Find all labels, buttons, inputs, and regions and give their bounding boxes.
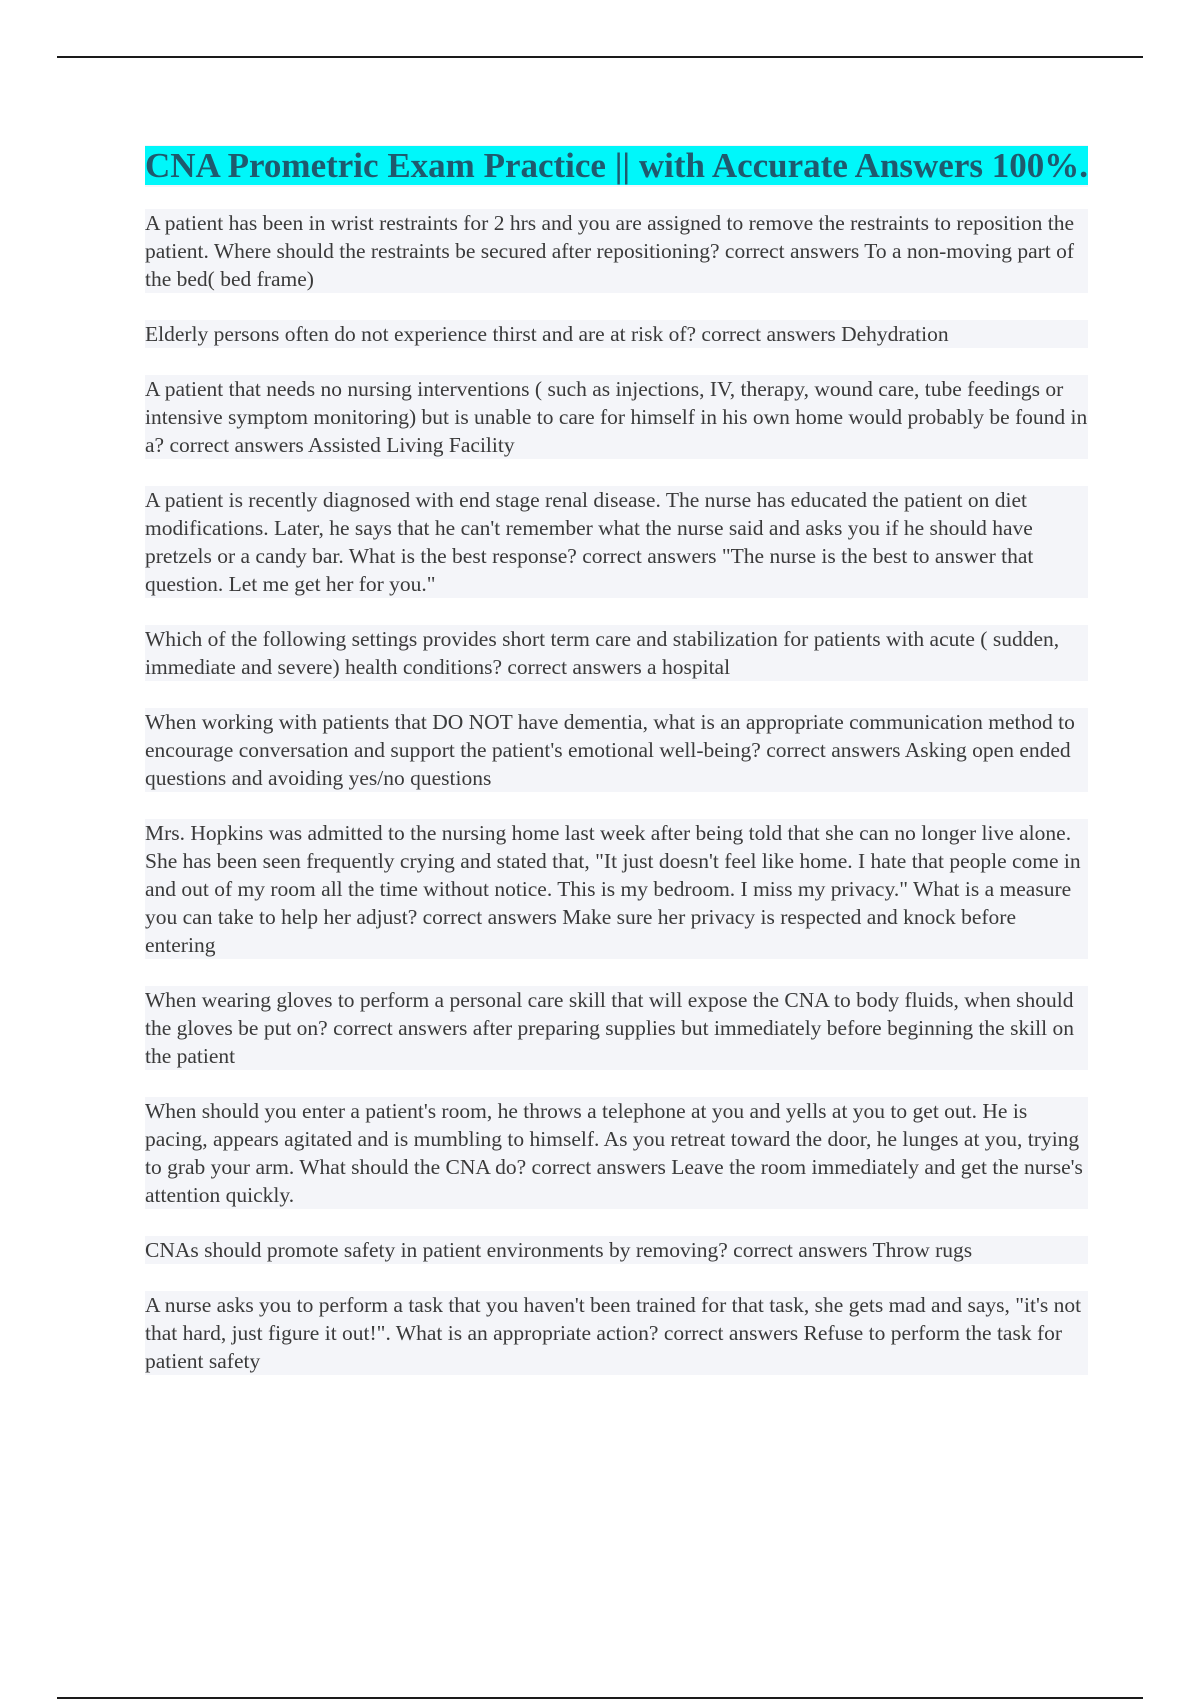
qa-item-8: When wearing gloves to perform a personal care skill that will expose the CNA to body fluids, when should the gloves be put on? correct answers after preparing supplies but immediately before beginning the skill on the patient xyxy=(145,986,1088,1070)
bottom-rule xyxy=(57,1697,1143,1699)
qa-item-9: When should you enter a patient's room, he throws a telephone at you and yells at you to get out. He is pacing, appears agitated and is mumbling to himself. As you retreat toward the door, he lunges at you, trying to grab your arm. What should the CNA do? correct answers Leave the room immediately and get the nurse's attention quickly. xyxy=(145,1097,1088,1209)
qa-item-4: A patient is recently diagnosed with end stage renal disease. The nurse has educated the patient on diet modifications. Later, he says that he can't remember what the nurse said and asks you if he should have pretzels or a candy bar. What is the best response? correct answers "The nurse is the best to answer that question. Let me get her for you." xyxy=(145,486,1088,598)
qa-item-2: Elderly persons often do not experience thirst and are at risk of? correct answers Dehydration xyxy=(145,320,1088,348)
title-highlight: CNA Prometric Exam Practice || with Accurate Answers 100%. xyxy=(145,146,1089,185)
qa-item-1: A patient has been in wrist restraints for 2 hrs and you are assigned to remove the restraints to reposition the patient. Where should the restraints be secured after repositioning? correct answers To a non-moving part of the bed( bed frame) xyxy=(145,209,1088,293)
document-body xyxy=(145,145,1088,1402)
qa-item-5: Which of the following settings provides short term care and stabilization for patients with acute ( sudden, immediate and severe) health conditions? correct answers a hospital xyxy=(145,625,1088,681)
document-title xyxy=(145,145,1088,187)
qa-item-11: A nurse asks you to perform a task that you haven't been trained for that task, she gets mad and says, "it's not that hard, just figure it out!". What is an appropriate action? correct answers Refuse to perform the task for patient safety xyxy=(145,1291,1088,1375)
qa-item-3: A patient that needs no nursing interventions ( such as injections, IV, therapy, wound care, tube feedings or intensive symptom monitoring) but is unable to care for himself in his own home would probably be found in a? correct answers Assisted Living Facility xyxy=(145,377,1088,457)
top-rule xyxy=(57,56,1143,58)
qa-item-10: CNAs should promote safety in patient environments by removing? correct answers Throw rugs xyxy=(145,1236,1088,1264)
title-block xyxy=(145,145,1088,187)
qa-item-6: When working with patients that DO NOT have dementia, what is an appropriate communication method to encourage conversation and support the patient's emotional well-being? correct answers Asking open ended questions and avoiding yes/no questions xyxy=(145,708,1088,792)
qa-item-7: Mrs. Hopkins was admitted to the nursing home last week after being told that she can no longer live alone. She has been seen frequently crying and stated that, "It just doesn't feel like home. I hate that people come in and out of my room all the time without notice. This is my bedroom. I miss my privacy." What is a measure you can take to help her adjust? correct answers Make sure her privacy is respected and knock before entering xyxy=(145,819,1088,959)
